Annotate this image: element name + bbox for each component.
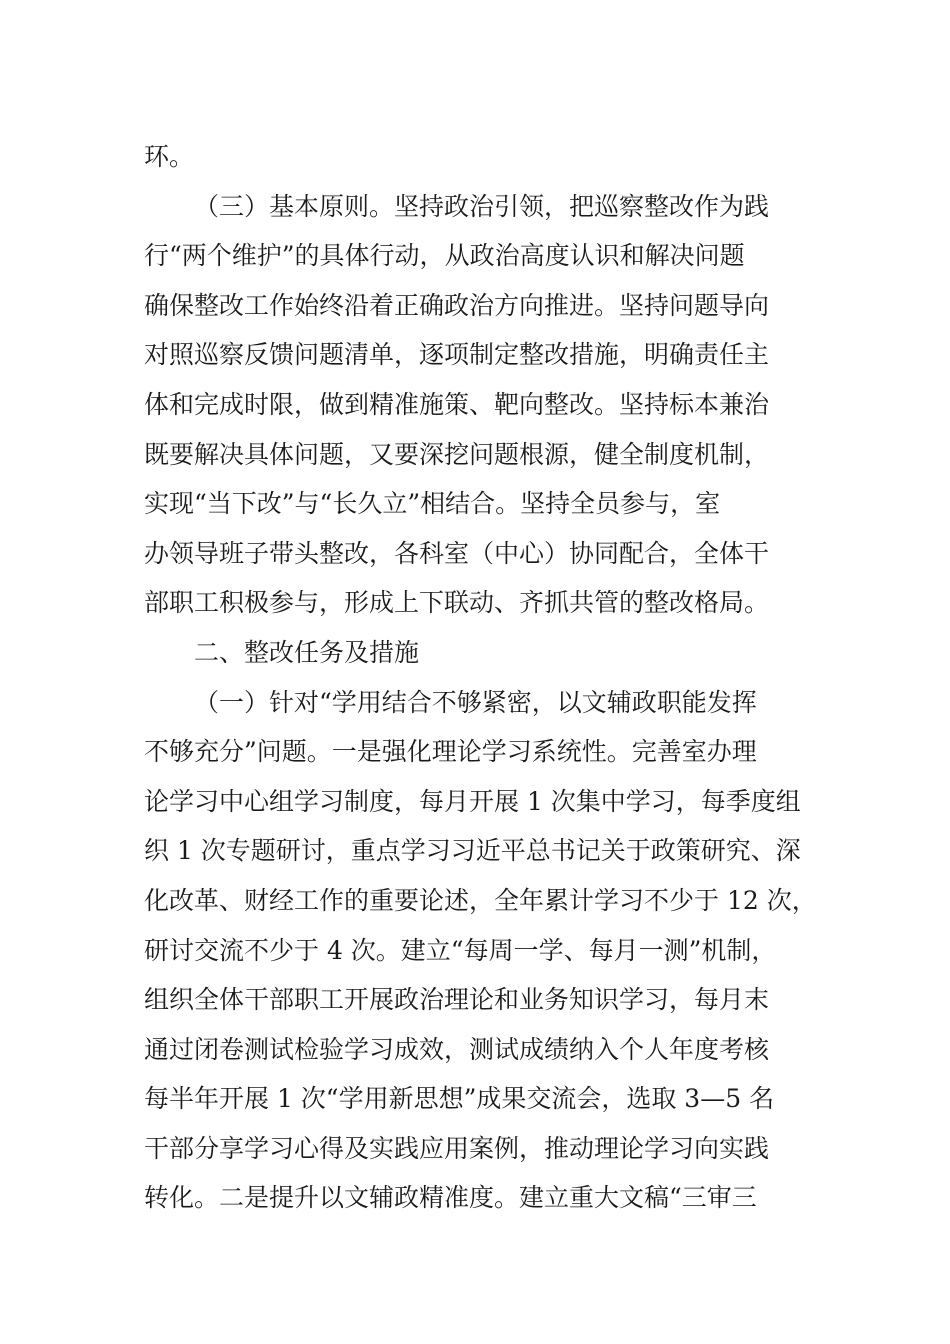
text-line: 织 1 次专题研讨，重点学习习近平总书记关于政策研究、深 [144, 836, 801, 866]
document-body [144, 132, 817, 1223]
text-line: （三）基本原则。坚持政治引领，把巡察整改作为践 [194, 191, 770, 221]
text-line: 确保整改工作始终沿着正确政治方向推进。坚持问题导向 [144, 290, 770, 320]
text-line: 行“两个维护”的具体行动，从政治高度认识和解决问题 [144, 241, 745, 271]
text-line: 干部分享学习心得及实践应用案例，推动理论学习向实践 [144, 1133, 770, 1163]
text-line: 论学习中心组学习制度，每月开展 1 次集中学习，每季度组 [144, 786, 801, 816]
text-line: （一）针对“学用结合不够紧密，以文辅政职能发挥 [194, 687, 757, 717]
text-line: 组织全体干部职工开展政治理论和业务知识学习，每月末 [144, 985, 770, 1015]
text-line: 既要解决具体问题，又要深挖问题根源，健全制度机制， [144, 439, 770, 469]
text-line: 部职工积极参与，形成上下联动、齐抓共管的整改格局。 [144, 588, 770, 618]
text-line: 研讨交流不少于 4 次。建立“每周一学、每月一测”机制， [144, 935, 777, 965]
text-line: 实现“当下改”与“长久立”相结合。坚持全员参与，室 [144, 489, 721, 519]
text-line: 二、整改任务及措施 [194, 637, 420, 667]
text-line: 不够充分”问题。一是强化理论学习系统性。完善室办理 [144, 737, 757, 767]
text-line: 环。 [144, 142, 195, 171]
text-line: 对照巡察反馈问题清单，逐项制定整改措施，明确责任主 [144, 340, 770, 370]
text-line: 每半年开展 1 次“学用新思想”成果交流会，选取 3—5 名 [144, 1084, 775, 1114]
text-line: 办领导班子带头整改，各科室（中心）协同配合，全体干 [144, 538, 770, 568]
text-line: 转化。二是提升以文辅政精准度。建立重大文稿“三审三 [144, 1183, 757, 1213]
text-line: 化改革、财经工作的重要论述，全年累计学习不少于 12 次， [144, 885, 817, 915]
text-line: 通过闭卷测试检验学习成效，测试成绩纳入个人年度考核 [144, 1034, 770, 1064]
text-line: 体和完成时限，做到精准施策、靶向整改。坚持标本兼治 [144, 389, 770, 419]
